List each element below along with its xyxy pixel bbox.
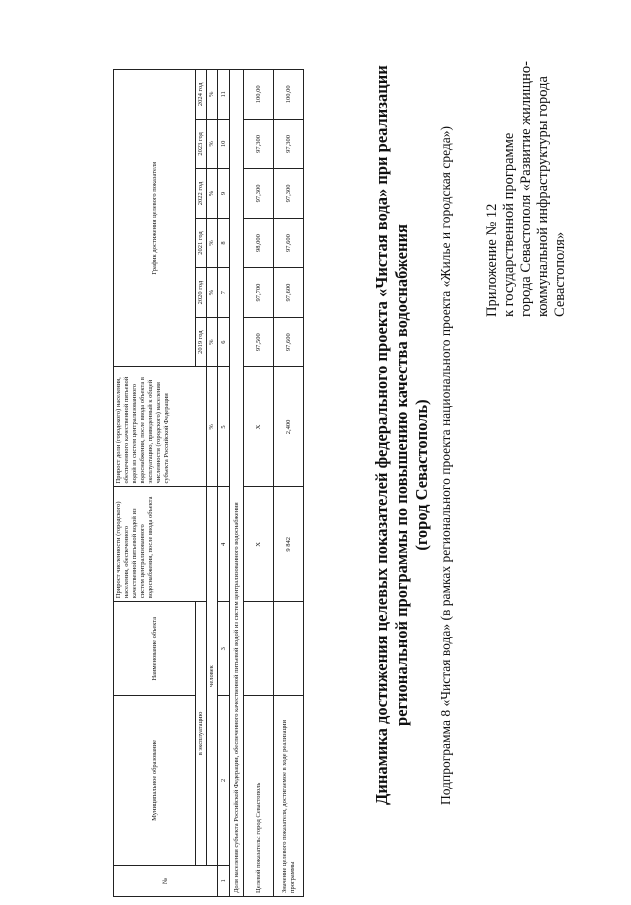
appendix-line: Приложение № 12 [484,203,500,317]
appendix-block [484,57,569,317]
appendix-line: коммунальной инфраструктуры города [535,76,551,317]
title-line: (город Севастополь) [412,399,431,551]
appendix-line: города Севастополя «Развитие жилищно- [518,61,534,317]
cell-value: 97,300 [274,169,304,219]
cell-value: 97,700 [244,268,274,318]
header-year: 2019 год [196,317,207,367]
cell-people: 9 842 [274,487,304,602]
header-no: № [114,865,218,896]
column-number: 11 [218,70,230,120]
cell-value: 97,600 [274,218,304,268]
header-year-unit: % [207,70,218,120]
header-object-name: Наименование объекта [114,602,196,696]
header-unit-people: человек [207,487,218,865]
table-row [274,70,304,897]
header-year-unit: % [207,119,218,169]
cell-value: 97,600 [274,317,304,367]
header-year-unit: % [207,169,218,219]
table-header-row [114,70,196,897]
cell-value: 97,300 [274,119,304,169]
row-label: Значение целевого показателя, достигаемое в ходе реализации программы [274,696,304,897]
indicators-table [113,69,304,897]
row-label: Целевой показатель: город Севастополь [244,696,274,897]
column-number: 9 [218,169,230,219]
cell-value: 97,300 [244,119,274,169]
header-year: 2021 год [196,218,207,268]
column-number: 6 [218,317,230,367]
column-number: 10 [218,119,230,169]
document-subtitle: Подпрограмма 8 «Чистая вода» (в рамках регионального проекта национального проекта «Жилье и городская среда») [438,125,453,805]
cell-share: 2,400 [274,367,304,487]
cell-value: 97,600 [274,268,304,318]
header-year-unit: % [207,218,218,268]
appendix-line: к государственной программе [501,132,517,317]
column-numbers-row [218,70,230,897]
cell-people: Х [244,487,274,602]
header-year: 2020 год [196,268,207,318]
title-line: региональной программы по повышению качества водоснабжения [392,224,411,726]
column-number: 3 [218,602,230,696]
table-row [244,70,274,897]
cell-value: 100,00 [274,70,304,120]
header-commissioning: в эксплуатацию [196,602,207,865]
document-title [372,65,432,805]
header-schedule: График достижения целевого показателя [114,70,196,367]
header-year-unit: % [207,317,218,367]
cell-share: Х [244,367,274,487]
column-number: 5 [218,367,230,487]
header-unit-percent: % [207,367,218,487]
title-line: Динамика достижения целевых показателей федерального проекта «Чистая вода» при реализации [372,65,391,805]
column-number: 2 [218,696,230,866]
cell-value: 100,00 [244,70,274,120]
header-increase-share: Прирост доли (городского) населения, обеспеченного качественной питьевой водой из систем централизованного водоснабжения, после ввода объекта в эксплуатацию, приведенный к общей численности (городского) населения субъекта Российской Федерации [114,367,207,487]
header-year-unit: % [207,268,218,318]
table-header-row [207,70,218,897]
column-number: 1 [218,865,230,896]
cell-value: 97,500 [244,317,274,367]
section-title: Доля населения субъекта Российской Федерации, обеспеченного качественной питьевой водой из систем централизованного водоснабжения [230,70,244,897]
column-number: 7 [218,268,230,318]
section-row [230,70,244,897]
header-increase-people: Прирост численности (городского) населения, обеспеченного качественной питьевой водой из систем централизованного водоснабжения, после ввода объекта [114,487,207,602]
header-year: 2024 год [196,70,207,120]
column-number: 4 [218,487,230,602]
appendix-line: Севастополя» [552,231,568,317]
header-year: 2023 год [196,119,207,169]
cell-value: 97,300 [244,169,274,219]
header-municipality: Муниципальное образование [114,696,196,866]
cell-value: 98,000 [244,218,274,268]
column-number: 8 [218,218,230,268]
header-year: 2022 год [196,169,207,219]
